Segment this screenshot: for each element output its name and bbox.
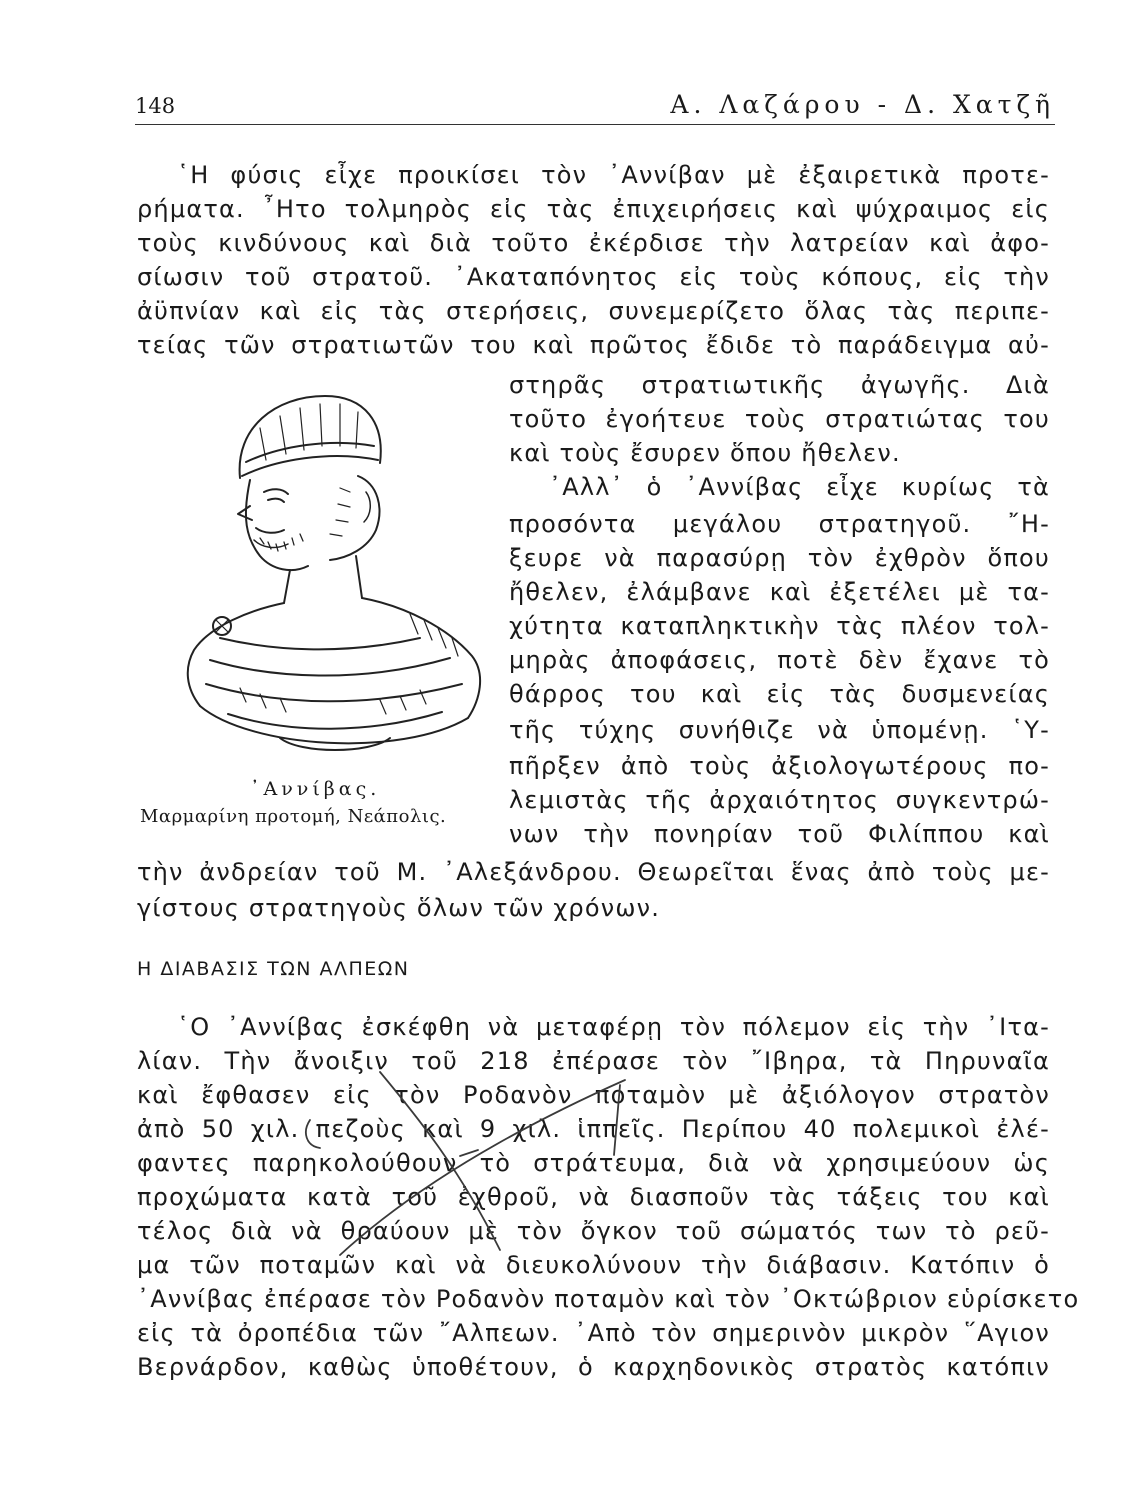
hannibal-bust-illustration: [180, 388, 490, 768]
text-line: λίαν. Τὴν ἄνοιξιν τοῦ 218 ἐπέρασε τὸν ῎Ιβηρα, τὰ Πηρυναῖα: [137, 1047, 1050, 1075]
text-line: λεμιστὰς τῆς ἀρχαιότητος συγκεντρώ-: [509, 786, 1050, 814]
text-line: Βερνάρδον, καθὼς ὑποθέτουν, ὁ καρχηδονικὸς στρατὸς κατόπιν: [137, 1353, 1050, 1381]
page-header: [135, 86, 1055, 126]
text-line: μηρὰς ἀποφάσεις, ποτὲ δὲν ἔχανε τὸ: [509, 646, 1050, 674]
text-line: στηρᾶς στρατιωτικῆς ἀγωγῆς. Διὰ: [509, 371, 1050, 399]
text-line: τείας τῶν στρατιωτῶν του καὶ πρῶτος ἔδιδε τὸ παράδειγμα αὐ-: [137, 331, 1050, 359]
text-line: ξευρε νὰ παρασύρῃ τὸν ἐχθρὸν ὅπου: [509, 544, 1050, 572]
text-line: σίωσιν τοῦ στρατοῦ. ᾿Ακαταπόνητος εἰς τοὺς κόπους, εἰς τὴν: [137, 263, 1050, 291]
text-line: προχώματα κατὰ τοῦ ἐχθροῦ, νὰ διασποῦν τὰς τάξεις του καὶ: [137, 1183, 1050, 1211]
text-line: τοὺς κινδύνους καὶ διὰ τοῦτο ἐκέρδισε τὴν λατρείαν καὶ ἀφο-: [137, 229, 1050, 257]
text-line: ῾Ο ᾿Αννίβας ἐσκέφθη νὰ μεταφέρῃ τὸν πόλεμον εἰς τὴν ᾿Ιτα-: [177, 1013, 1050, 1041]
text-line: φαντες παρηκολούθουν τὸ στράτευμα, διὰ νὰ χρησιμεύουν ὡς: [137, 1149, 1050, 1177]
text-line: πῆρξεν ἀπὸ τοὺς ἀξιολογωτέρους πο-: [509, 752, 1050, 780]
text-line: καὶ ἔφθασεν εἰς τὸν Ροδανὸν ποταμὸν μὲ ἀξιόλογον στρατὸν: [137, 1081, 1050, 1109]
header-rule: [135, 124, 1055, 125]
text-line: ῾Η φύσις εἶχε προικίσει τὸν ᾿Αννίβαν μὲ ἐξαιρετικὰ προτε-: [177, 161, 1050, 189]
text-line: ᾿Αλλ᾿ ὁ ᾿Αννίβας εἶχε κυρίως τὰ: [549, 473, 1050, 501]
text-line: καὶ τοὺς ἔσυρεν ὅπου ἤθελεν.: [509, 439, 901, 467]
text-line: τῆς τύχης συνήθιζε νὰ ὑπομένῃ. ῾Υ-: [509, 716, 1050, 744]
text-line: ᾿Αννίβας ἐπέρασε τὸν Ροδανὸν ποταμὸν καὶ τὸν ᾿Οκτώβριον εὑρίσκετο: [137, 1285, 1080, 1313]
text-line: ἤθελεν, ἐλάμβανε καὶ ἐξετέλει μὲ τα-: [509, 578, 1050, 606]
text-line: προσόντα μεγάλου στρατηγοῦ. ῎Η-: [509, 510, 1050, 538]
text-line: ρήματα. ῏Ητο τολμηρὸς εἰς τὰς ἐπιχειρήσεις καὶ ψύχραιμος εἰς: [137, 195, 1050, 223]
figure-caption-name: ᾿Αννίβας.: [250, 778, 381, 800]
text-line: τὴν ἀνδρείαν τοῦ Μ. ᾿Αλεξάνδρου. Θεωρεῖται ἕνας ἀπὸ τοὺς με-: [137, 858, 1050, 886]
pencil-cross-mark: [280, 1060, 660, 1270]
text-line: χύτητα καταπληκτικὴν τὰς πλέον τολ-: [509, 612, 1050, 640]
section-heading: Η ΔΙΑΒΑΣΙΣ ΤΩΝ ΑΛΠΕΩΝ: [137, 958, 410, 980]
text-line: μα τῶν ποταμῶν καὶ νὰ διευκολύνουν τὴν διάβασιν. Κατόπιν ὁ: [137, 1251, 1050, 1279]
text-line: ἀπὸ 50 χιλ. πεζοὺς καὶ 9 χιλ. ἱππεῖς. Περίπου 40 πολεμικοὶ ἐλέ-: [137, 1115, 1050, 1143]
page-number: 148: [135, 94, 176, 118]
text-line: νων τὴν πονηρίαν τοῦ Φιλίππου καὶ: [509, 820, 1050, 848]
text-line: τοῦτο ἐγοήτευε τοὺς στρατιώτας του: [509, 405, 1050, 433]
text-line: εἰς τὰ ὀροπέδια τῶν ῎Αλπεων. ᾿Απὸ τὸν σημερινὸν μικρὸν ῞Αγιον: [137, 1319, 1050, 1347]
text-line: θάρρος του καὶ εἰς τὰς δυσμενείας: [509, 680, 1050, 708]
text-line: γίστους στρατηγοὺς ὅλων τῶν χρόνων.: [137, 894, 661, 922]
running-head: Α. Λαζάρου - Δ. Χατζῆ: [670, 90, 1055, 119]
text-line: τέλος διὰ νὰ θραύουν μὲ τὸν ὄγκον τοῦ σώματός των τὸ ρεῦ-: [137, 1217, 1050, 1245]
figure-caption-description: Μαρμαρίνη προτομή, Νεάπολις.: [140, 806, 447, 827]
text-line: ἀϋπνίαν καὶ εἰς τὰς στερήσεις, συνεμερίζετο ὅλας τὰς περιπε-: [137, 297, 1050, 325]
